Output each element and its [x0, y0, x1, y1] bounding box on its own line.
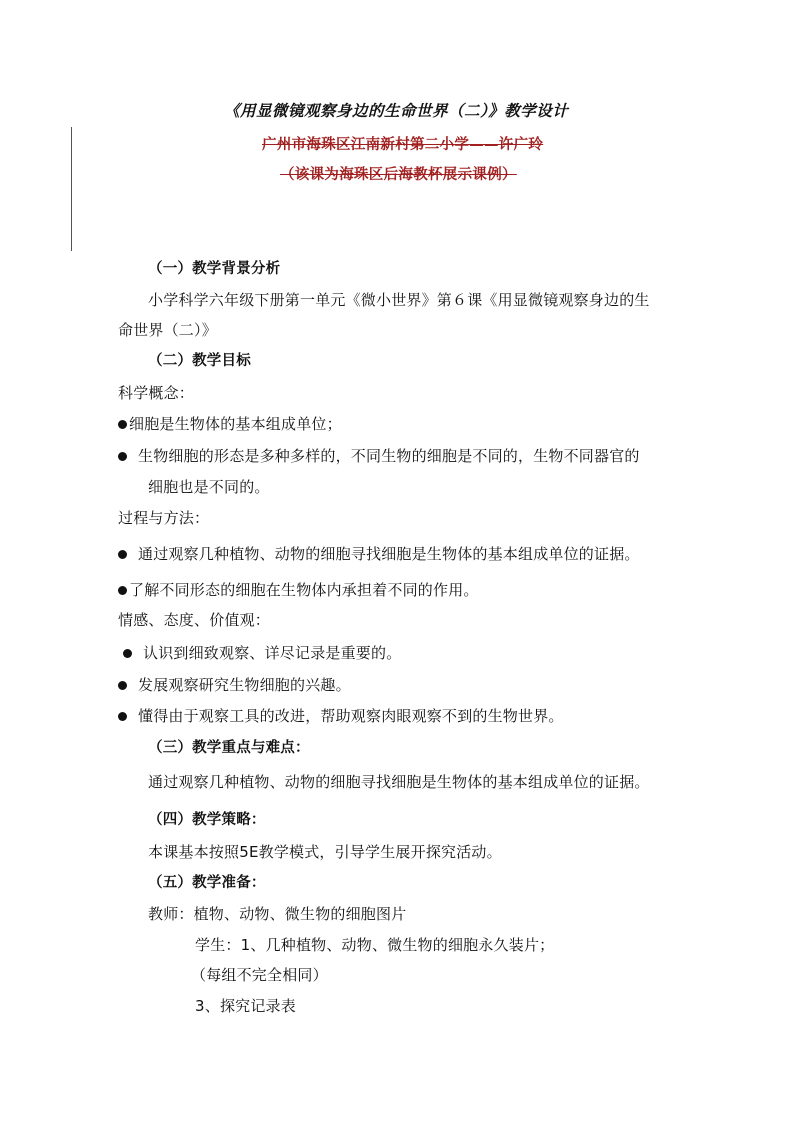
list-item-text: 懂得由于观察工具的改进，帮助观察肉眼观察不到的生物世界。 — [138, 707, 564, 725]
bullet-icon — [118, 420, 127, 429]
bullet-icon — [118, 550, 127, 559]
list-item — [118, 580, 479, 600]
bullet-icon — [118, 452, 127, 461]
list-item — [118, 544, 640, 564]
bullet-icon — [123, 649, 132, 658]
list-item-text: 生物细胞的形态是多种多样的，不同生物的细胞是不同的，生物不同器官的 — [138, 447, 640, 465]
list-item-text: 了解不同形态的细胞在生物体内承担着不同的作用。 — [129, 581, 479, 599]
teacher-preparation: 教师：植物、动物、微生物的细胞图片 — [148, 905, 407, 923]
student-preparation: 学生：1、几种植物、动物、微生物的细胞永久装片； — [195, 936, 555, 954]
section-1-heading: （一）教学背景分析 — [148, 261, 281, 277]
list-item-text: 发展观察研究生物细胞的兴趣。 — [138, 676, 351, 694]
section-5-heading: （五）教学准备： — [148, 875, 266, 891]
student-preparation-note: （每组不完全相同） — [191, 966, 328, 984]
section-2-heading: （二）教学目标 — [148, 353, 251, 369]
section-1-paragraph-line-1: 小学科学六年级下册第一单元《微小世界》第６课《用显微镜观察身边的生 — [148, 291, 650, 309]
subheading-science-concepts: 科学概念： — [118, 384, 195, 402]
list-item-text: 认识到细致观察、详尽记录是重要的。 — [143, 644, 402, 662]
subheading-process-methods: 过程与方法： — [118, 509, 210, 527]
list-item-text: 细胞是生物体的基本组成单位； — [129, 415, 342, 433]
list-item-text: 通过观察几种植物、动物的细胞寻找细胞是生物体的基本组成单位的证据。 — [138, 545, 640, 563]
section-1-paragraph-line-2: 命世界（二）》 — [118, 321, 217, 339]
section-4-paragraph: 本课基本按照5E教学模式，引导学生展开探究活动。 — [148, 843, 502, 861]
list-item — [118, 446, 640, 466]
author-line: 广州市海珠区江南新村第二小学——许广玲 — [262, 137, 544, 153]
margin-revision-bar — [71, 127, 72, 251]
lesson-note: （该课为海珠区后海教杯展示课例） — [280, 167, 517, 183]
section-3-heading: （三）教学重点与难点： — [148, 740, 310, 756]
list-item-continuation: 细胞也是不同的。 — [148, 478, 270, 496]
section-4-heading: （四）教学策略： — [148, 812, 266, 828]
section-3-paragraph: 通过观察几种植物、动物的细胞寻找细胞是生物体的基本组成单位的证据。 — [148, 773, 650, 791]
list-item — [123, 643, 401, 663]
record-sheet-item: 3、探究记录表 — [195, 997, 296, 1015]
bullet-icon — [118, 586, 127, 595]
list-item — [118, 414, 342, 434]
list-item — [118, 675, 351, 695]
subheading-attitudes-values: 情感、态度、价值观： — [118, 611, 271, 629]
list-item — [118, 706, 564, 726]
bullet-icon — [118, 681, 127, 690]
bullet-icon — [118, 712, 127, 721]
document-title: 《用显微镜观察身边的生命世界（二）》教学设计 — [224, 101, 569, 120]
